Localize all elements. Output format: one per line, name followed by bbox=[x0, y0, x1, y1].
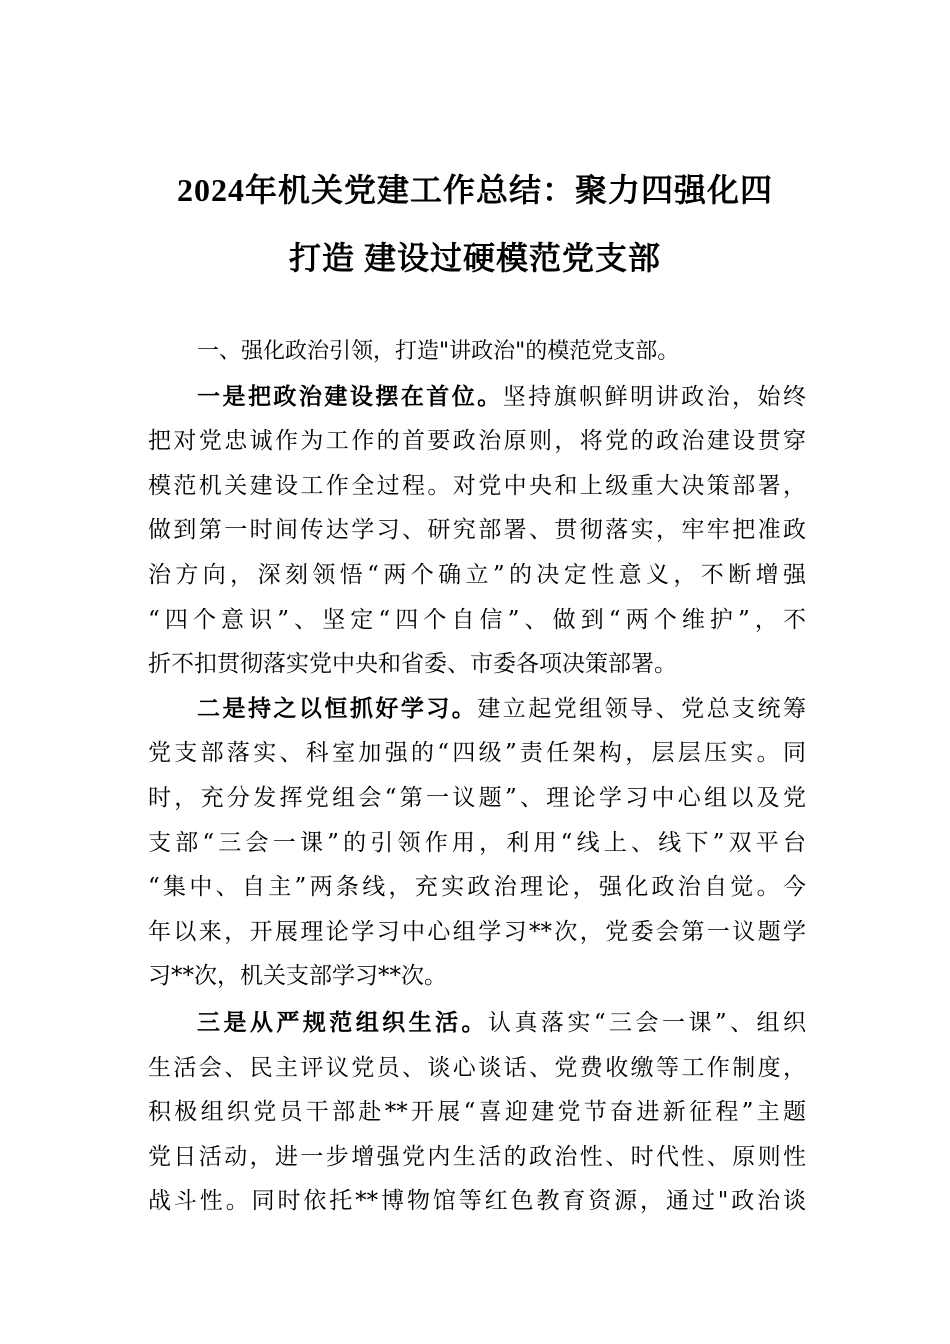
paragraph-line bbox=[148, 865, 806, 910]
paragraph-text: “集中、自主”两条线，充实政治理论，强化政治自觉。今 bbox=[148, 874, 806, 901]
paragraph-line bbox=[148, 954, 806, 999]
paragraph-text: 认真落实“三会一课”、组织 bbox=[488, 1009, 806, 1036]
paragraph-line bbox=[148, 910, 806, 955]
paragraph-line bbox=[148, 598, 806, 643]
paragraph-text: 时，充分发挥党组会“第一议题”、理论学习中心组以及党 bbox=[148, 784, 806, 811]
paragraph-lead: 一是把政治建设摆在首位。 bbox=[197, 382, 503, 410]
paragraph-line bbox=[148, 1001, 806, 1046]
paragraph-text: 党日活动，进一步增强党内生活的政治性、时代性、原则性 bbox=[148, 1143, 806, 1170]
paragraph-line bbox=[148, 1046, 806, 1091]
document-title-line-2: 打造 建设过硬模范党支部 bbox=[288, 240, 661, 276]
paragraph-line bbox=[148, 419, 806, 464]
paragraph-line bbox=[148, 1179, 806, 1224]
paragraph-line bbox=[148, 375, 806, 420]
paragraph-line bbox=[148, 821, 806, 866]
document-title-line-1: 2024年机关党建工作总结：聚力四强化四 bbox=[176, 172, 773, 208]
paragraph-line bbox=[148, 776, 806, 821]
paragraph-text: 年以来，开展理论学习中心组学习**次，党委会第一议题学 bbox=[148, 918, 806, 945]
paragraph-text: 党支部落实、科室加强的“四级”责任架构，层层压实。同 bbox=[148, 740, 806, 767]
paragraph-line bbox=[148, 464, 806, 509]
paragraph-text: 治方向，深刻领悟“两个确立”的决定性意义，不断增强 bbox=[148, 561, 806, 588]
paragraph-line bbox=[148, 642, 806, 687]
paragraph-lead: 三是从严规范组织生活。 bbox=[197, 1008, 489, 1036]
paragraph bbox=[148, 1001, 806, 1224]
paragraph bbox=[148, 687, 806, 999]
paragraph-line bbox=[148, 1135, 806, 1180]
document-body bbox=[148, 330, 806, 1224]
paragraph-line bbox=[148, 553, 806, 598]
paragraph bbox=[148, 375, 806, 687]
paragraph-text: 支部“三会一课”的引领作用，利用“线上、线下”双平台 bbox=[148, 829, 806, 856]
paragraph-text: 坚持旗帜鲜明讲政治，始终 bbox=[502, 383, 807, 410]
paragraph-lead: 二是持之以恒抓好学习。 bbox=[197, 694, 478, 722]
paragraph-line bbox=[148, 687, 806, 732]
paragraph-text: 生活会、民主评议党员、谈心谈话、党费收缴等工作制度， bbox=[148, 1054, 806, 1081]
paragraph-text: 折不扣贯彻落实党中央和省委、市委各项决策部署。 bbox=[148, 651, 677, 678]
paragraph-line bbox=[148, 508, 806, 553]
paragraph-line bbox=[148, 1090, 806, 1135]
paragraph-text: 做到第一时间传达学习、研究部署、贯彻落实，牢牢把准政 bbox=[148, 517, 806, 544]
paragraph-text: 建立起党组领导、党总支统筹 bbox=[477, 695, 807, 722]
section-heading: 一、强化政治引领，打造"讲政治"的模范党支部。 bbox=[197, 339, 680, 364]
paragraph-text: “四个意识”、坚定“四个自信”、做到“两个维护”，不 bbox=[148, 606, 806, 633]
paragraph-text: 积极组织党员干部赴**开展“喜迎建党节奋进新征程”主题 bbox=[148, 1099, 806, 1126]
paragraph-text: 模范机关建设工作全过程。对党中央和上级重大决策部署， bbox=[148, 472, 806, 499]
paragraph-text: 把对党忠诚作为工作的首要政治原则，将党的政治建设贯穿 bbox=[148, 428, 806, 455]
paragraph-line bbox=[148, 731, 806, 776]
paragraph-text: 战斗性。同时依托**博物馆等红色教育资源，通过"政治谈 bbox=[148, 1188, 806, 1215]
paragraph-text: 习**次，机关支部学习**次。 bbox=[148, 963, 447, 990]
